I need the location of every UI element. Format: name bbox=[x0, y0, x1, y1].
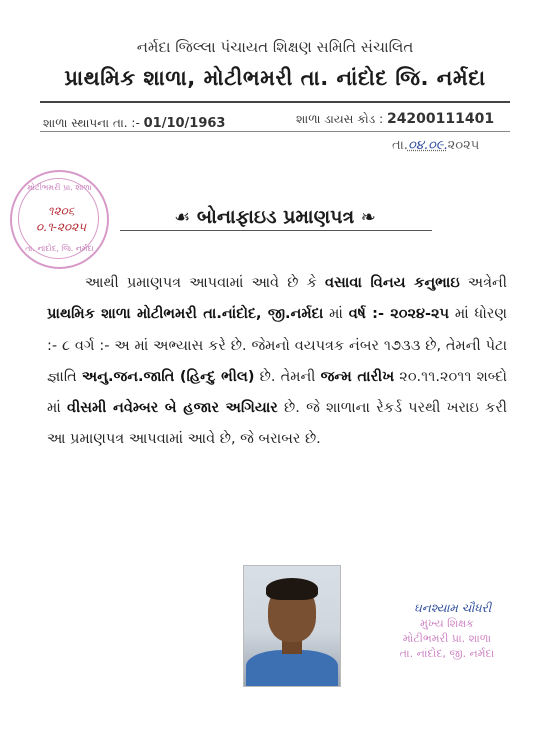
student-photo bbox=[243, 565, 341, 687]
dise-code-line bbox=[296, 111, 494, 127]
established-line bbox=[43, 116, 225, 131]
body-text: માં bbox=[323, 306, 349, 323]
organization-line: નર્મદા જિલ્લા પંચાયત શિક્ષણ સમિતિ સંચાલિત bbox=[136, 38, 414, 56]
dob-value: ૨૦.૧૧.૨૦૧૧ bbox=[394, 368, 477, 385]
stamp-address: તા. નાંદોદ, જી. નર્મદા bbox=[399, 647, 495, 660]
date-year: ૨૦૨૫ bbox=[447, 138, 480, 153]
body-paragraph bbox=[47, 268, 507, 456]
date-line bbox=[392, 138, 479, 153]
ornament-left-icon: ☙ bbox=[174, 207, 191, 228]
academic-year: વર્ષ :- ૨૦૨૪-૨૫ bbox=[348, 306, 450, 323]
photo-shirt bbox=[246, 650, 338, 687]
stamp-handwritten-date: ૦.૧-૨૦૨૫ bbox=[35, 220, 87, 234]
body-text: છે. તેમની bbox=[254, 368, 321, 385]
stamp-handwritten-number: ૧૨૦૬ bbox=[47, 204, 75, 218]
body-text: અત્રેની bbox=[459, 275, 507, 291]
dob-in-words: વીસમી નવેમ્બર બે હજાર અગિયાર bbox=[67, 400, 278, 417]
headmaster-stamp bbox=[382, 616, 512, 661]
caste-category: અનુ.જન.જાતિ (હિન્દુ ભીલ) bbox=[81, 368, 255, 385]
header-divider-2 bbox=[40, 131, 510, 132]
stamp-designation: મુખ્ય શિક્ષક bbox=[420, 617, 474, 630]
school-reference: પ્રાથમિક શાળા મોટીભમરી તા.નાંદોદ, જી.નર્મદા bbox=[47, 306, 324, 323]
headmaster-signature: ઘનશ્યામ ચૌધરી bbox=[414, 601, 492, 615]
certificate-body bbox=[47, 268, 507, 456]
stamp-top-text: મોટીભમરી પ્રા. શાળા bbox=[27, 183, 92, 192]
certificate-heading bbox=[0, 206, 550, 228]
body-text: આથી પ્રમાણપત્ર આપવામાં આવે છે કે bbox=[85, 275, 326, 291]
established-label: શાળા સ્થાપના તા. :- bbox=[43, 116, 140, 130]
dob-label: જન્મ તારીખ bbox=[320, 368, 395, 385]
photo-hair bbox=[266, 578, 318, 600]
date-label: તા. bbox=[392, 138, 408, 153]
body-text: માં ધોરણ :- ૮ વર્ગ :- અ માં અભ્યાસ કરે છે. જેમનો વયપત્રક નંબર ૧૭૩૩ છે, તેમની પેટા જ્ઞાતિ bbox=[47, 306, 507, 385]
dise-code: 24200111401 bbox=[386, 111, 495, 127]
header-divider bbox=[40, 101, 510, 103]
stamp-bottom-text: તા. નાંદોદ, જિ. નર્મદા bbox=[25, 244, 94, 253]
body-text: શબ્દો માં bbox=[47, 368, 507, 417]
stamp-school: મોટીભમરી પ્રા. શાળા bbox=[402, 632, 492, 645]
date-handwritten: ૦૪.૦૯. bbox=[407, 138, 448, 153]
established-date: 01/10/1963 bbox=[143, 116, 226, 131]
school-name: પ્રાથમિક શાળા, મોટીભમરી તા. નાંદોદ જિ. નર્મદા bbox=[64, 66, 486, 90]
ornament-right-icon: ❧ bbox=[360, 207, 376, 228]
heading-underline bbox=[120, 230, 432, 231]
dise-label: શાળા ડાયસ કોડ : bbox=[296, 112, 384, 126]
body-text: છે. જે શાળાના રેકર્ડ પરથી ખરાઇ કરી આ પ્રમાણપત્ર આપવામાં આવે છે, જે બરાબર છે. bbox=[47, 400, 508, 448]
certificate-title: બોનાફાઇડ પ્રમાણપત્ર bbox=[196, 206, 355, 228]
student-name: વસાવા વિનય કનુભાઇ bbox=[325, 275, 460, 291]
